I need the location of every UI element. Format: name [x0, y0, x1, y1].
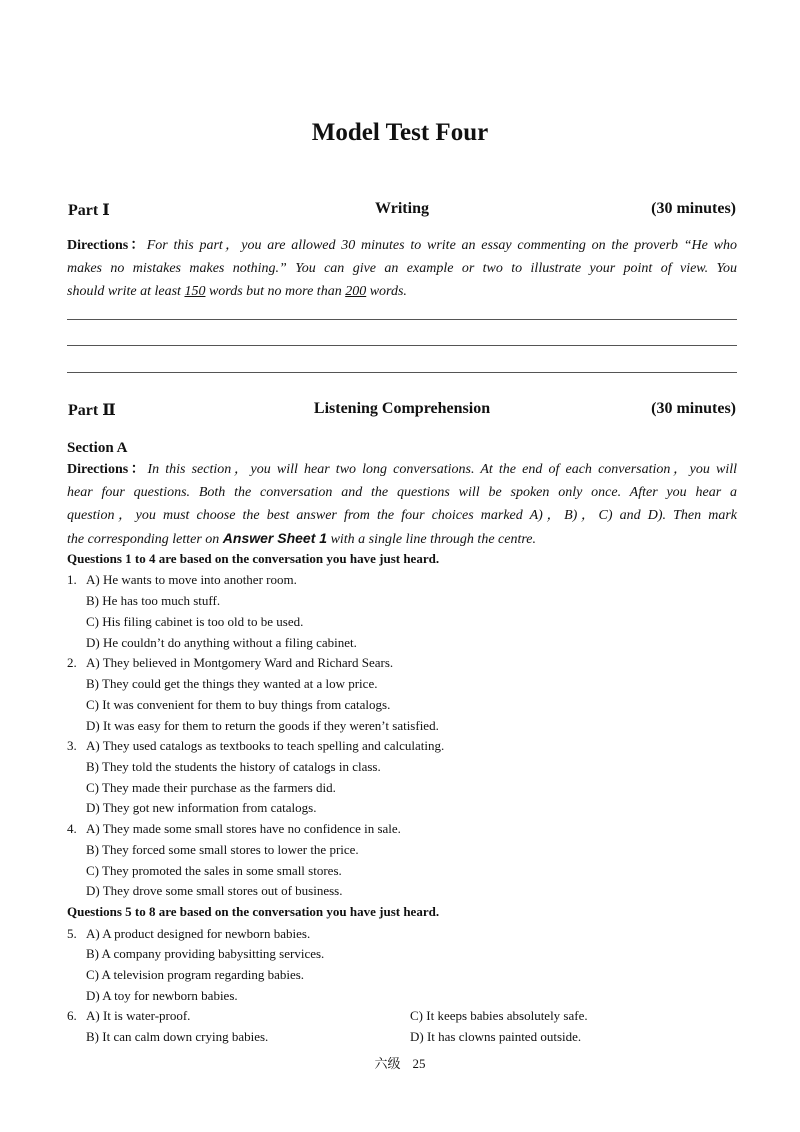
option-c: C) His filing cabinet is too old to be used. — [86, 614, 304, 629]
directions-line: Directions：For this part，you are allowed 30 minutes to write an essay commenting on the proverb “He who — [67, 238, 737, 253]
directions-line: Directions：In this section，you will hear two long conversations. At the end of each conversation，you will — [67, 462, 738, 477]
option-a: A) They used catalogs as textbooks to teach spelling and calculating. — [86, 738, 445, 753]
part-1-header — [68, 200, 736, 224]
question-group-heading: Questions 5 to 8 are based on the conversation you have just heard. — [67, 904, 440, 919]
part-2-label: Part Ⅱ — [68, 402, 116, 419]
option-b: B) They forced some small stores to lower the price. — [86, 842, 359, 857]
option-b: B) A company providing babysitting services. — [86, 946, 325, 961]
part-2-header — [68, 400, 736, 424]
min-words: 150 — [184, 284, 206, 299]
option-b: B) They told the students the history of catalogs in class. — [86, 759, 381, 774]
question-number: 1. — [67, 572, 77, 587]
writing-line — [67, 345, 737, 346]
option-d: D) They drove some small stores out of business. — [86, 883, 343, 898]
exam-level: 六级 — [374, 1056, 401, 1071]
question-number: 4. — [67, 821, 77, 836]
answer-sheet-label: Answer Sheet 1 — [222, 530, 328, 546]
option-c: C) A television program regarding babies. — [86, 967, 305, 982]
option-d: D) He couldn’t do anything without a filing cabinet. — [86, 635, 357, 650]
part-2-name: Listening Comprehension — [313, 400, 491, 417]
option-b: B) It can calm down crying babies. — [86, 1029, 269, 1044]
writing-line — [67, 319, 737, 320]
option-c: C) It keeps babies absolutely safe. — [410, 1008, 588, 1023]
writing-line — [67, 372, 737, 373]
part-2-time: (30 minutes) — [651, 400, 736, 417]
option-a: A) It is water-proof. — [86, 1008, 191, 1023]
part-2-directions — [67, 458, 737, 551]
part-1-directions — [67, 234, 737, 303]
option-a: A) They made some small stores have no confidence in sale. — [86, 821, 401, 836]
option-c: C) They made their purchase as the farmers did. — [86, 780, 336, 795]
option-d: D) It has clowns painted outside. — [410, 1029, 582, 1044]
option-d: D) A toy for newborn babies. — [86, 988, 238, 1003]
question-number: 5. — [67, 926, 77, 941]
directions-line: should write at least 150 words but no more than 200 words. — [67, 284, 407, 299]
directions-line: the corresponding letter on Answer Sheet 1 with a single line through the centre. — [67, 530, 536, 547]
option-a: A) He wants to move into another room. — [86, 572, 297, 587]
section-a-heading: Section A — [67, 440, 128, 456]
directions-label: Directions： — [67, 462, 148, 477]
option-b: B) They could get the things they wanted at a low price. — [86, 676, 378, 691]
question-number: 3. — [67, 738, 77, 753]
page-title: Model Test Four — [311, 119, 489, 146]
option-d: D) They got new information from catalogs. — [86, 800, 317, 815]
question-number: 6. — [67, 1008, 77, 1023]
part-1-time: (30 minutes) — [651, 200, 736, 217]
part-1-label: Part Ⅰ — [68, 202, 110, 219]
max-words: 200 — [345, 284, 367, 299]
question-group-heading: Questions 1 to 4 are based on the conversation you have just heard. — [67, 551, 440, 566]
directions-line: question，you must choose the best answer from the four choices marked A)，B)，C) and D). Then mark — [67, 508, 737, 523]
option-d: D) It was easy for them to return the goods if they weren’t satisfied. — [86, 718, 439, 733]
option-a: A) They believed in Montgomery Ward and Richard Sears. — [86, 655, 394, 670]
directions-line: makes no mistakes makes nothing.” You can give an example or two to illustrate your point of view. You — [67, 261, 737, 276]
directions-line: hear four questions. Both the conversation and the questions will be spoken only once. After you hear a — [67, 485, 737, 500]
question-number: 2. — [67, 655, 77, 670]
part-1-name: Writing — [375, 200, 429, 217]
option-a: A) A product designed for newborn babies. — [86, 926, 311, 941]
option-c: C) They promoted the sales in some small stores. — [86, 863, 342, 878]
option-c: C) It was convenient for them to buy things from catalogs. — [86, 697, 391, 712]
page-number: 25 — [412, 1056, 426, 1071]
page-footer — [0, 1053, 800, 1072]
option-b: B) He has too much stuff. — [86, 593, 221, 608]
directions-label: Directions： — [67, 238, 147, 253]
